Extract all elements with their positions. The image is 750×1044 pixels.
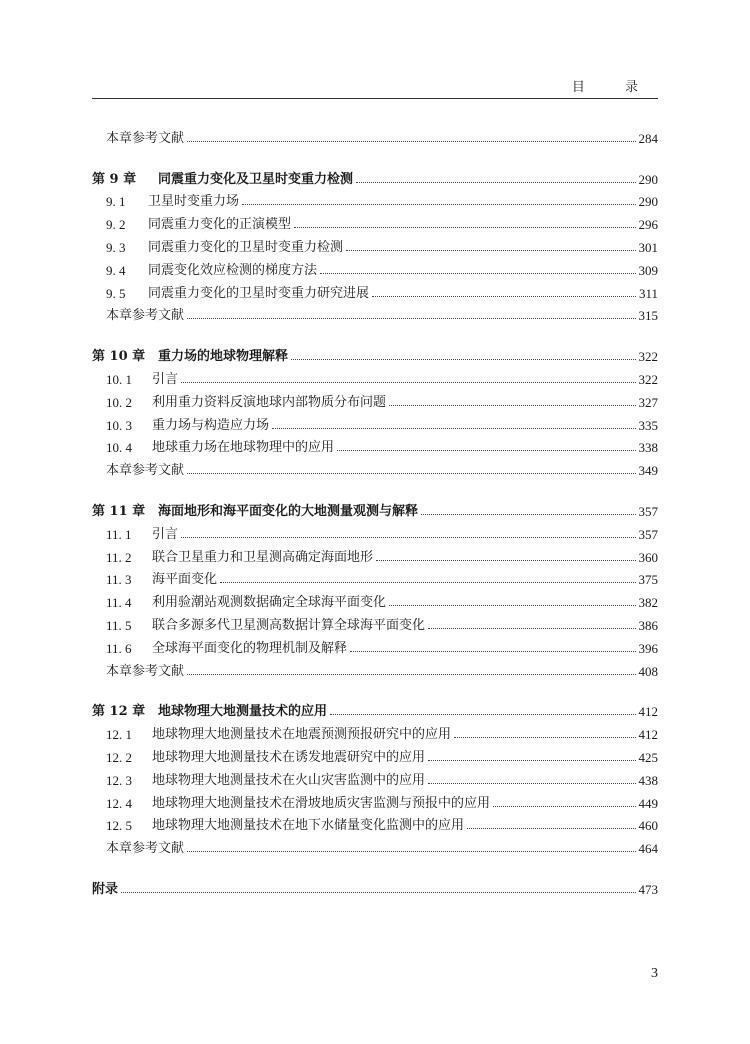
toc-entry-references[interactable] xyxy=(92,832,658,855)
section-title: 地球物理大地测量技术在地震预测预报研究中的应用 xyxy=(152,727,452,743)
section-title: 引言 xyxy=(152,371,179,387)
section-title: 联合卫星重力和卫星测高确定海面地形 xyxy=(152,549,374,565)
toc-entry-references[interactable] xyxy=(92,454,658,477)
dot-leader xyxy=(421,513,635,515)
section-number: 9. 5 xyxy=(106,285,126,301)
entry-page: 464 xyxy=(638,841,658,857)
section-number: 9. 3 xyxy=(106,239,126,255)
entry-page: 412 xyxy=(638,727,658,743)
dot-leader xyxy=(346,249,635,251)
header-rule xyxy=(92,98,658,99)
dot-leader xyxy=(187,472,635,474)
entry-page: 290 xyxy=(638,171,658,187)
dot-leader xyxy=(320,272,635,274)
dot-leader xyxy=(187,850,635,852)
entry-page: 338 xyxy=(638,440,658,456)
dot-leader xyxy=(121,891,635,893)
section-title: 利用验潮站观测数据确定全球海平面变化 xyxy=(152,595,387,611)
entry-page: 284 xyxy=(638,130,658,146)
entry-page: 460 xyxy=(638,818,658,834)
section-title: 地球重力场在地球物理中的应用 xyxy=(152,440,335,456)
section-title: 地球物理大地测量技术在诱发地震研究中的应用 xyxy=(152,749,426,765)
section-number: 12. 2 xyxy=(106,749,132,765)
section-title: 同震重力变化的正演模型 xyxy=(148,217,292,233)
toc-entry-section[interactable] xyxy=(92,764,658,787)
section-number: 12. 4 xyxy=(106,795,132,811)
section-number: 10. 1 xyxy=(106,371,132,387)
entry-page: 357 xyxy=(638,526,658,542)
entry-page: 327 xyxy=(638,394,658,410)
section-title: 同震重力变化的卫星时变重力研究进展 xyxy=(148,285,370,301)
chapter-title: 海面地形和海平面变化的大地测量观测与解释 xyxy=(158,503,419,519)
toc-entry-chapter-9[interactable] xyxy=(92,163,658,186)
toc-entry-section[interactable] xyxy=(92,787,658,810)
entry-title: 本章参考文献 xyxy=(106,463,185,479)
section-number: 12. 1 xyxy=(106,727,132,743)
section-title: 利用重力资料反演地球内部物质分布问题 xyxy=(152,394,387,410)
dot-leader xyxy=(467,827,635,829)
dot-leader xyxy=(493,805,635,807)
dot-leader xyxy=(350,650,635,652)
dot-leader xyxy=(356,181,635,183)
dot-leader xyxy=(272,427,635,429)
toc-entry-chapter-11[interactable] xyxy=(92,495,658,518)
dot-leader xyxy=(291,358,635,360)
dot-leader xyxy=(428,627,635,629)
entry-page: 449 xyxy=(638,795,658,811)
section-title: 全球海平面变化的物理机制及解释 xyxy=(152,640,348,656)
chapter-title: 地球物理大地测量技术的应用 xyxy=(158,704,328,720)
dot-leader xyxy=(181,381,635,383)
entry-page: 349 xyxy=(638,463,658,479)
section-number: 11. 1 xyxy=(106,526,132,542)
entry-title: 本章参考文献 xyxy=(106,663,185,679)
dot-leader xyxy=(376,559,635,561)
toc-entry-references[interactable] xyxy=(92,300,658,323)
dot-leader xyxy=(454,736,635,738)
section-number: 9. 2 xyxy=(106,217,126,233)
section-title: 地球物理大地测量技术在滑坡地质灾害监测与预报中的应用 xyxy=(152,795,491,811)
entry-page: 396 xyxy=(638,640,658,656)
chapter-number: 第 11 章 xyxy=(92,503,146,519)
toc-entry-references[interactable] xyxy=(92,655,658,678)
section-number: 12. 3 xyxy=(106,772,132,788)
section-title: 引言 xyxy=(152,526,179,542)
dot-leader xyxy=(337,449,635,451)
toc-entry-section[interactable] xyxy=(92,586,658,609)
section-title: 卫星时变重力场 xyxy=(148,194,240,210)
toc-entry-section[interactable] xyxy=(92,363,658,386)
entry-title: 本章参考文献 xyxy=(106,308,185,324)
section-title: 海平面变化 xyxy=(152,572,218,588)
chapter-title: 同震重力变化及卫星时变重力检测 xyxy=(158,171,354,187)
dot-leader xyxy=(220,581,635,583)
section-title: 同震变化效应检测的梯度方法 xyxy=(148,262,318,278)
running-head: 目 录 xyxy=(571,80,656,95)
entry-page: 386 xyxy=(638,617,658,633)
appendix-title: 附录 xyxy=(92,881,119,897)
toc-entry-section[interactable] xyxy=(92,277,658,300)
section-number: 11. 2 xyxy=(106,549,132,565)
dot-leader xyxy=(294,226,635,228)
entry-page: 309 xyxy=(638,262,658,278)
entry-page: 375 xyxy=(638,572,658,588)
entry-page: 335 xyxy=(638,417,658,433)
page-number: 3 xyxy=(651,966,658,981)
chapter-number: 第 12 章 xyxy=(92,704,146,720)
chapter-number: 第 9 章 xyxy=(92,171,137,187)
chapter-number: 第 10 章 xyxy=(92,349,146,365)
entry-page: 315 xyxy=(638,308,658,324)
toc-entry-section[interactable] xyxy=(92,541,658,564)
dot-leader xyxy=(242,203,635,205)
section-number: 10. 2 xyxy=(106,394,132,410)
entry-page: 290 xyxy=(638,194,658,210)
section-number: 9. 1 xyxy=(106,194,126,210)
section-title: 联合多源多代卫星测高数据计算全球海平面变化 xyxy=(152,617,426,633)
entry-page: 473 xyxy=(638,881,658,897)
section-number: 9. 4 xyxy=(106,262,126,278)
entry-page: 382 xyxy=(638,595,658,611)
dot-leader xyxy=(428,759,635,761)
dot-leader xyxy=(389,404,635,406)
table-of-contents xyxy=(92,122,658,896)
section-number: 11. 3 xyxy=(106,572,132,588)
chapter-title: 重力场的地球物理解释 xyxy=(158,349,289,365)
section-title: 同震重力变化的卫星时变重力检测 xyxy=(148,239,344,255)
entry-page: 322 xyxy=(638,349,658,365)
section-title: 地球物理大地测量技术在火山灾害监测中的应用 xyxy=(152,772,426,788)
toc-entry-appendix[interactable] xyxy=(92,873,658,896)
entry-page: 322 xyxy=(638,371,658,387)
dot-leader xyxy=(187,317,635,319)
dot-leader xyxy=(181,536,635,538)
section-number: 11. 6 xyxy=(106,640,132,656)
dot-leader xyxy=(187,140,635,142)
dot-leader xyxy=(330,713,635,715)
dot-leader xyxy=(187,673,635,675)
toc-entry-section[interactable] xyxy=(92,208,658,231)
entry-page: 296 xyxy=(638,217,658,233)
section-title: 重力场与构造应力场 xyxy=(152,417,270,433)
section-number: 10. 3 xyxy=(106,417,132,433)
entry-page: 412 xyxy=(638,704,658,720)
dot-leader xyxy=(428,782,635,784)
entry-title: 本章参考文献 xyxy=(106,130,185,146)
entry-page: 438 xyxy=(638,772,658,788)
toc-entry-section[interactable] xyxy=(92,409,658,432)
toc-entry-section[interactable] xyxy=(92,632,658,655)
dot-leader xyxy=(389,604,635,606)
toc-entry-section[interactable] xyxy=(92,564,658,587)
toc-entry-chapter-10[interactable] xyxy=(92,340,658,363)
toc-entry-section[interactable] xyxy=(92,810,658,833)
entry-page: 425 xyxy=(638,749,658,765)
entry-page: 408 xyxy=(638,663,658,679)
entry-page: 311 xyxy=(638,285,658,301)
section-number: 11. 4 xyxy=(106,595,132,611)
toc-entry-section[interactable] xyxy=(92,741,658,764)
toc-entry-section[interactable] xyxy=(92,231,658,254)
section-title: 地球物理大地测量技术在地下水储量变化监测中的应用 xyxy=(152,818,465,834)
toc-entry-references[interactable] xyxy=(92,122,658,145)
entry-page: 301 xyxy=(638,239,658,255)
toc-entry-section[interactable] xyxy=(92,386,658,409)
toc-entry-section[interactable] xyxy=(92,254,658,277)
entry-page: 357 xyxy=(638,503,658,519)
toc-entry-section[interactable] xyxy=(92,518,658,541)
section-number: 10. 4 xyxy=(106,440,132,456)
entry-title: 本章参考文献 xyxy=(106,841,185,857)
toc-entry-section[interactable] xyxy=(92,432,658,455)
entry-page: 360 xyxy=(638,549,658,565)
toc-entry-section[interactable] xyxy=(92,186,658,209)
dot-leader xyxy=(372,295,636,297)
toc-entry-section[interactable] xyxy=(92,718,658,741)
section-number: 12. 5 xyxy=(106,818,132,834)
section-number: 11. 5 xyxy=(106,617,132,633)
toc-entry-chapter-12[interactable] xyxy=(92,696,658,719)
toc-entry-section[interactable] xyxy=(92,609,658,632)
